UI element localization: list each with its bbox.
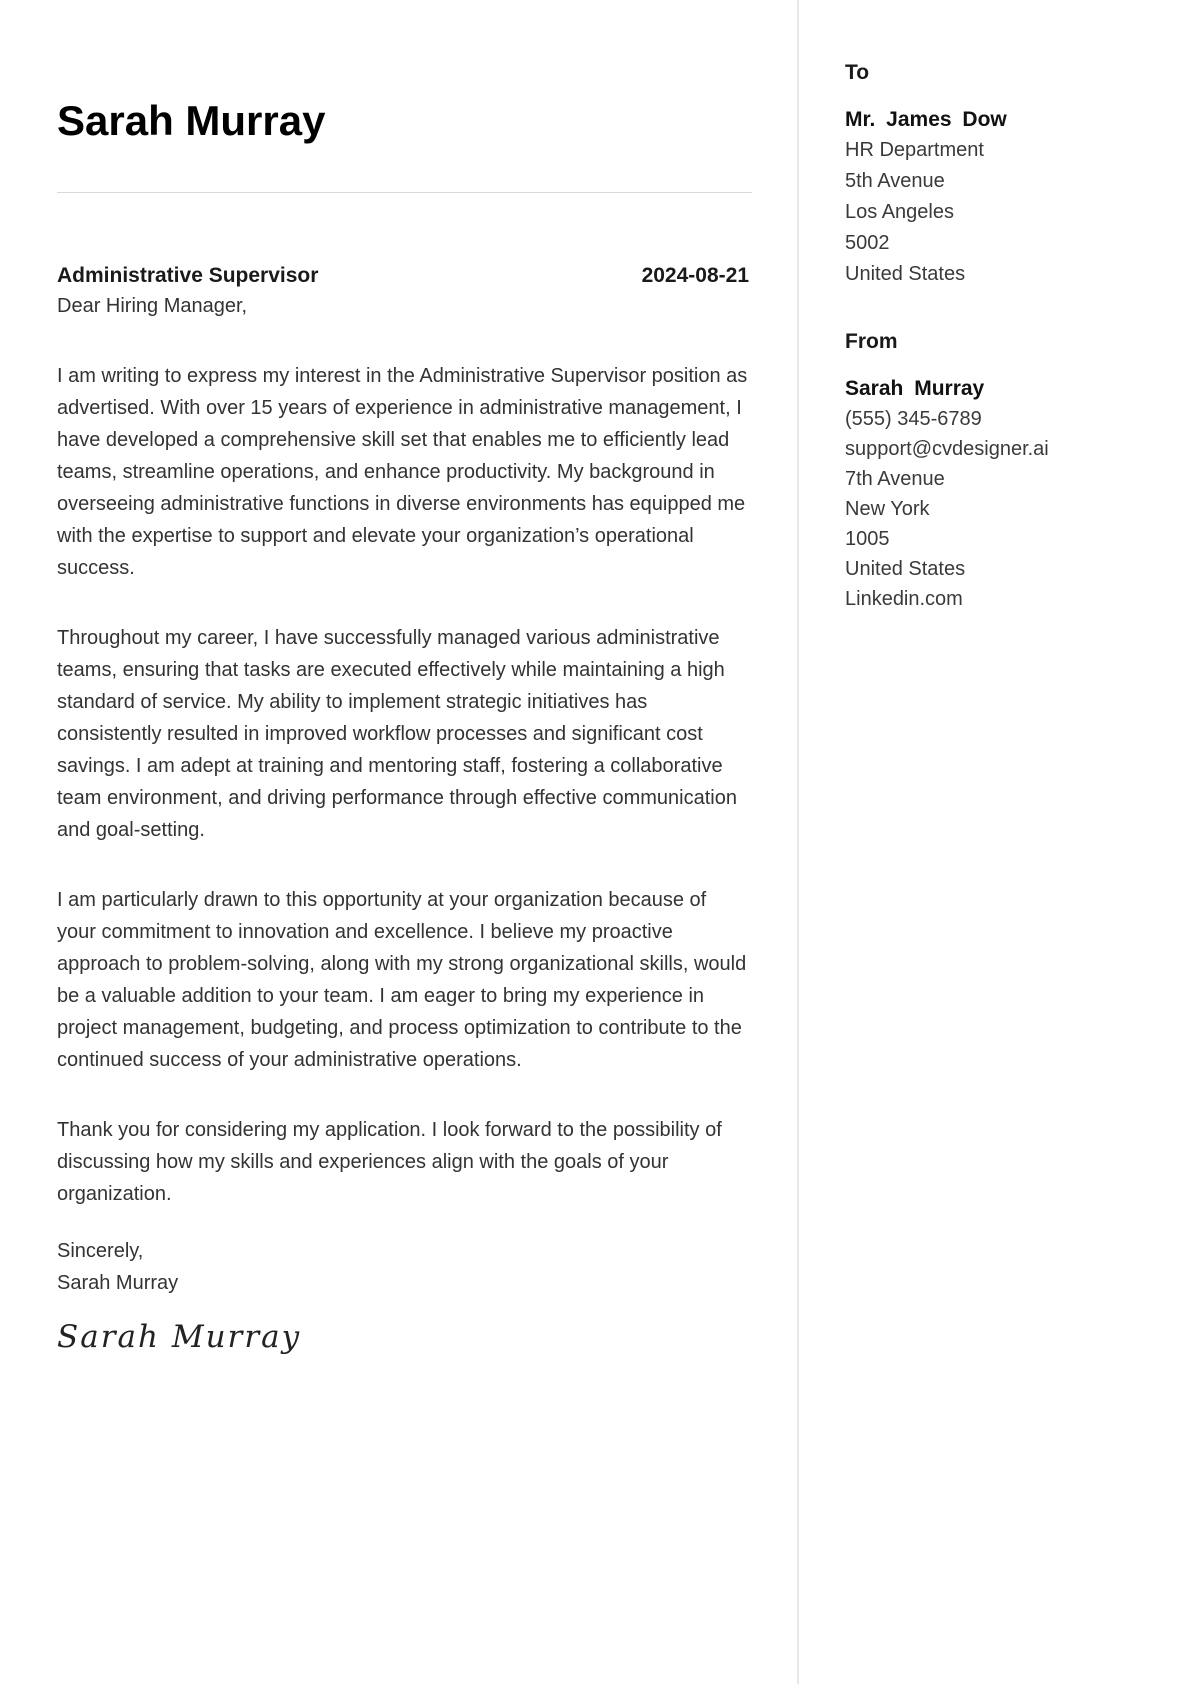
handwritten-signature: Sarah Murray <box>57 1319 302 1355</box>
sidebar-divider <box>797 0 799 1684</box>
letter-date: 2024-08-21 <box>641 264 749 287</box>
from-section <box>845 327 1175 614</box>
header-rule <box>57 192 752 193</box>
recipient-postal-code: 5002 <box>845 232 890 254</box>
recipient-name: Mr. James Dow <box>845 108 1007 131</box>
recipient-street: 5th Avenue <box>845 170 945 192</box>
from-section-label: From <box>845 330 898 353</box>
sender-phone: (555) 345-6789 <box>845 408 982 430</box>
salutation: Dear Hiring Manager, <box>57 295 248 317</box>
letter-main-column <box>57 0 749 1360</box>
candidate-name-heading: Sarah Murray <box>57 97 326 144</box>
sender-street: 7th Avenue <box>845 468 945 490</box>
to-section-label: To <box>845 61 870 84</box>
sender-city: New York <box>845 498 930 520</box>
recipient-department: HR Department <box>845 139 984 161</box>
paragraph-1: I am writing to express my interest in the Administrative Supervisor position as advertised. With over 15 years of experience in administrative management, I have developed a comprehensive skill set that enables me to efficiently lead teams, streamline operations, and enhance productivity. My background in overseeing administrative functions in diverse environments has equipped me with the expertise to support and elevate your organization’s operational success. <box>57 365 748 579</box>
title-row <box>57 262 749 290</box>
closing-block <box>57 1235 749 1299</box>
paragraph-2: Throughout my career, I have successfully managed various administrative teams, ensuring that tasks are executed effectively while maintaining a high standard of service. My ability to implement strategic initiatives has consistently resulted in improved workflow processes and significant cost savings. I am adept at training and mentoring staff, fostering a collaborative team environment, and driving performance through effective communication and goal-setting. <box>57 627 737 841</box>
letter-body <box>57 290 749 1210</box>
sender-linkedin: Linkedin.com <box>845 588 963 610</box>
closing-signed-name: Sarah Murray <box>57 1272 179 1294</box>
contact-sidebar <box>845 0 1175 614</box>
recipient-country: United States <box>845 263 966 285</box>
paragraph-4: Thank you for considering my application. I look forward to the possibility of discussing how my skills and experiences align with the goals of your organization. <box>57 1119 722 1205</box>
paragraph-3: I am particularly drawn to this opportunity at your organization because of your commitment to innovation and excellence. I believe my proactive approach to problem-solving, along with my strong organizational skills, would be a valuable addition to your team. I am eager to bring my experience in project management, budgeting, and process optimization to contribute to the continued success of your administrative operations. <box>57 889 747 1071</box>
sender-country: United States <box>845 558 966 580</box>
closing-word: Sincerely, <box>57 1240 144 1262</box>
sender-postal-code: 1005 <box>845 528 890 550</box>
job-title: Administrative Supervisor <box>57 264 319 287</box>
sender-name: Sarah Murray <box>845 377 985 400</box>
sender-email: support@cvdesigner.ai <box>845 438 1049 460</box>
recipient-city: Los Angeles <box>845 201 954 223</box>
